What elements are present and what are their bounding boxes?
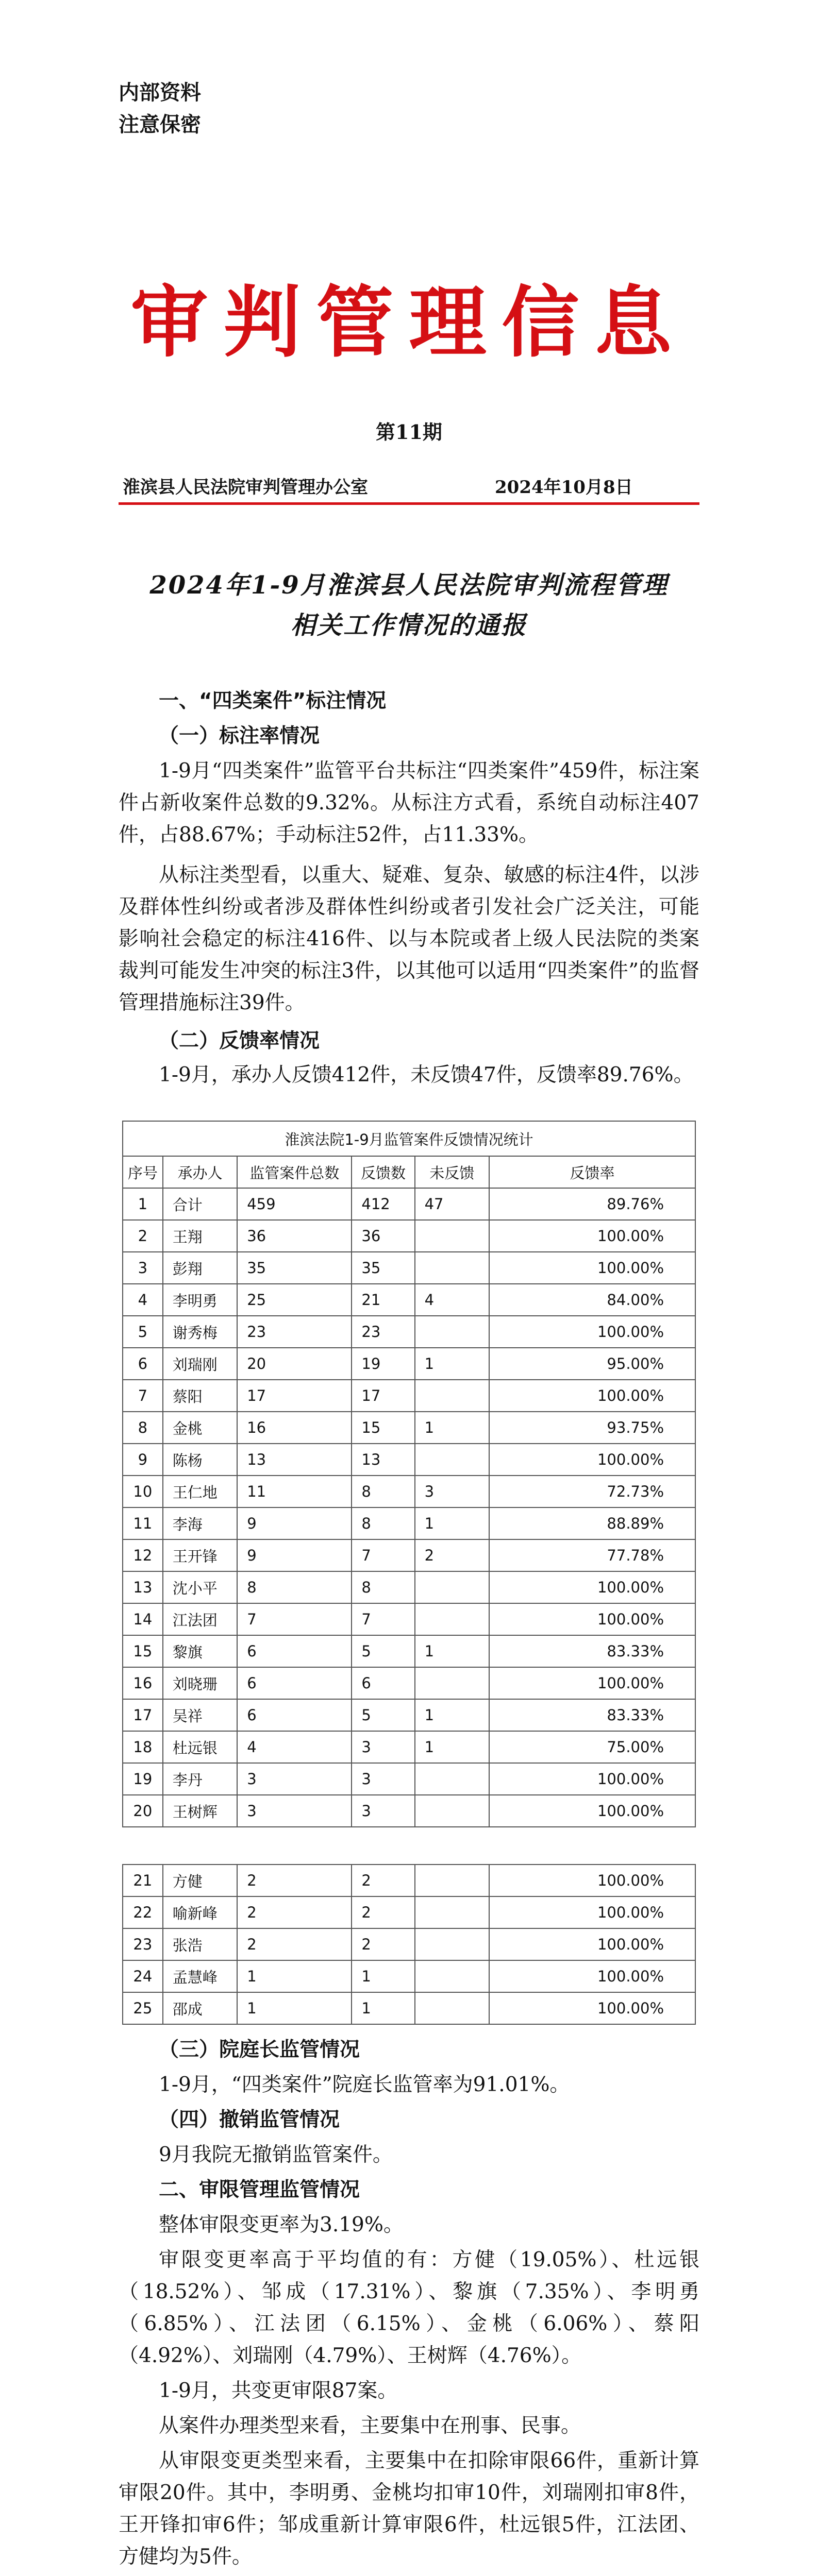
table-row <box>123 1795 695 1827</box>
table-cell <box>415 1380 489 1412</box>
table-row <box>123 1896 695 1928</box>
table-cell: 100.00% <box>489 1444 695 1476</box>
table-header-cell: 序号 <box>123 1156 163 1188</box>
table-cell: 2 <box>237 1928 352 1960</box>
table-cell <box>415 1571 489 1603</box>
table-cell: 95.00% <box>489 1348 695 1380</box>
table-row <box>123 1412 695 1444</box>
table-cell: 金桃 <box>163 1412 237 1444</box>
table-cell: 18 <box>123 1731 163 1763</box>
table-cell: 彭翔 <box>163 1252 237 1284</box>
table-cell: 喻新峰 <box>163 1896 237 1928</box>
table-cell: 杜远银 <box>163 1731 237 1763</box>
table-cell: 8 <box>352 1571 414 1603</box>
table-cell <box>415 1220 489 1252</box>
table-cell: 4 <box>415 1284 489 1316</box>
issuing-office: 淮滨县人民法院审判管理办公室 <box>123 477 368 498</box>
table-cell: 14 <box>123 1603 163 1635</box>
table-row <box>123 1928 695 1960</box>
table-row <box>123 1476 695 1507</box>
section-1-sub-3: （三）院庭长监管情况 <box>159 2038 360 2061</box>
table-cell: 8 <box>352 1476 414 1507</box>
table-cell <box>415 1444 489 1476</box>
table-cell: 2 <box>415 1539 489 1571</box>
table-cell: 7 <box>237 1603 352 1635</box>
table-cell: 王仁地 <box>163 1476 237 1507</box>
report-title-line-2: 相关工作情况的通报 <box>290 611 527 640</box>
table-cell: 100.00% <box>489 1220 695 1252</box>
table-cell: 3 <box>352 1763 414 1795</box>
table-cell: 83.33% <box>489 1699 695 1731</box>
table-cell: 100.00% <box>489 1667 695 1699</box>
table-cell: 5 <box>352 1699 414 1731</box>
table-cell: 89.76% <box>489 1188 695 1220</box>
table-cell: 17 <box>123 1699 163 1731</box>
table-cell <box>415 1763 489 1795</box>
table-cell: 7 <box>352 1539 414 1571</box>
table-cell: 李丹 <box>163 1763 237 1795</box>
feedback-table <box>122 1121 696 1827</box>
table-cell <box>415 1896 489 1928</box>
table-cell <box>415 1865 489 1896</box>
table-cell: 23 <box>237 1316 352 1348</box>
table-cell: 17 <box>237 1380 352 1412</box>
table-row <box>123 1539 695 1571</box>
table-row <box>123 1635 695 1667</box>
section-2-heading: 二、审限管理监管情况 <box>159 2178 360 2201</box>
section-1-para-1: 1-9月“四类案件”监管平台共标注“四类案件”459件，标注案件占新收案件总数的9.32%。从标注方式看，系统自动标注407件，占88.67%；手动标注52件，占11.33%。 <box>119 759 699 846</box>
table-cell: 13 <box>123 1571 163 1603</box>
table-cell: 100.00% <box>489 1316 695 1348</box>
table-cell: 黎旗 <box>163 1635 237 1667</box>
table-cell: 2 <box>352 1928 414 1960</box>
table-cell: 3 <box>415 1476 489 1507</box>
table-cell: 方健 <box>163 1865 237 1896</box>
table-cell: 3 <box>237 1795 352 1827</box>
table-row <box>123 1252 695 1284</box>
table-cell <box>415 1960 489 1992</box>
table-cell: 陈杨 <box>163 1444 237 1476</box>
table-cell: 100.00% <box>489 1928 695 1960</box>
table-cell: 7 <box>352 1603 414 1635</box>
table-row <box>123 1763 695 1795</box>
table-cell: 412 <box>352 1188 414 1220</box>
issue-number: 第11期 <box>376 420 442 444</box>
table-cell: 47 <box>415 1188 489 1220</box>
table-cell: 25 <box>123 1992 163 2024</box>
table-cell: 刘瑞刚 <box>163 1348 237 1380</box>
table-cell: 11 <box>123 1507 163 1539</box>
secret-label: 注意保密 <box>119 113 201 137</box>
table-cell: 19 <box>123 1763 163 1795</box>
red-divider <box>119 502 699 505</box>
table-cell: 1 <box>352 1992 414 2024</box>
table-cell: 7 <box>123 1380 163 1412</box>
table-cell: 王树辉 <box>163 1795 237 1827</box>
table-header-cell: 反馈率 <box>489 1156 695 1188</box>
table-cell: 1 <box>415 1635 489 1667</box>
table-cell: 王翔 <box>163 1220 237 1252</box>
table-row <box>123 1507 695 1539</box>
table-cell: 35 <box>237 1252 352 1284</box>
table-cell: 100.00% <box>489 1865 695 1896</box>
table-cell: 100.00% <box>489 1992 695 2024</box>
table-cell: 16 <box>123 1667 163 1699</box>
table-cell <box>415 1252 489 1284</box>
table-cell: 蔡阳 <box>163 1380 237 1412</box>
report-title-line-1: 2024年1-9月淮滨县人民法院审判流程管理 <box>149 571 669 600</box>
table-cell: 20 <box>123 1795 163 1827</box>
table-row <box>123 1667 695 1699</box>
table-cell <box>415 1928 489 1960</box>
table-cell <box>415 1992 489 2024</box>
table-cell: 93.75% <box>489 1412 695 1444</box>
table-cell: 沈小平 <box>163 1571 237 1603</box>
table-cell: 15 <box>352 1412 414 1444</box>
table-cell: 刘晓珊 <box>163 1667 237 1699</box>
table-cell: 9 <box>237 1507 352 1539</box>
masthead-title: 审判管理信息 <box>130 277 688 368</box>
section-1-sub-4: （四）撤销监管情况 <box>159 2108 340 2131</box>
table-cell: 23 <box>123 1928 163 1960</box>
table-cell: 100.00% <box>489 1795 695 1827</box>
table-cell: 24 <box>123 1960 163 1992</box>
table-cell: 21 <box>123 1865 163 1896</box>
table-cell: 100.00% <box>489 1571 695 1603</box>
table-cell: 王开锋 <box>163 1539 237 1571</box>
table-cell: 459 <box>237 1188 352 1220</box>
table-cell: 1 <box>237 1992 352 2024</box>
table-cell <box>415 1795 489 1827</box>
table-cell: 2 <box>237 1896 352 1928</box>
table-cell: 谢秀梅 <box>163 1316 237 1348</box>
section-1-para-5: 9月我院无撤销监管案件。 <box>159 2143 393 2166</box>
table-cell: 8 <box>352 1507 414 1539</box>
confidential-label: 内部资料 <box>119 81 201 105</box>
table-cell: 15 <box>123 1635 163 1667</box>
table-row <box>123 1220 695 1252</box>
table-cell: 21 <box>352 1284 414 1316</box>
section-2-para-4: 从案件办理类型来看，主要集中在刑事、民事。 <box>159 2414 581 2437</box>
table-cell: 100.00% <box>489 1252 695 1284</box>
table-row <box>123 1603 695 1635</box>
table-cell <box>415 1316 489 1348</box>
table-cell: 3 <box>123 1252 163 1284</box>
table-cell: 75.00% <box>489 1731 695 1763</box>
table-cell: 3 <box>352 1795 414 1827</box>
table-cell: 6 <box>237 1699 352 1731</box>
table-cell: 100.00% <box>489 1763 695 1795</box>
table-cell: 84.00% <box>489 1284 695 1316</box>
table-cell: 13 <box>237 1444 352 1476</box>
table-row <box>123 1444 695 1476</box>
table-row <box>123 1284 695 1316</box>
table-row <box>123 1865 695 1896</box>
table-cell: 2 <box>123 1220 163 1252</box>
table-cell: 22 <box>123 1896 163 1928</box>
table-cell: 6 <box>352 1667 414 1699</box>
table-cell: 1 <box>123 1188 163 1220</box>
table-row <box>123 1571 695 1603</box>
table-cell: 李明勇 <box>163 1284 237 1316</box>
section-2-para-3: 1-9月，共变更审限87案。 <box>159 2379 398 2402</box>
table-row <box>123 1380 695 1412</box>
table-row <box>123 1188 695 1220</box>
table-cell: 83.33% <box>489 1635 695 1667</box>
section-1-sub-1: （一）标注率情况 <box>159 724 320 748</box>
table-cell: 4 <box>123 1284 163 1316</box>
table-row <box>123 1699 695 1731</box>
table-cell: 1 <box>415 1412 489 1444</box>
table-cell: 23 <box>352 1316 414 1348</box>
section-1-para-4: 1-9月，“四类案件”院庭长监管率为91.01%。 <box>159 2073 570 2096</box>
table-cell <box>415 1603 489 1635</box>
table-header-cell: 承办人 <box>163 1156 237 1188</box>
table-cell: 13 <box>352 1444 414 1476</box>
table-row <box>123 1960 695 1992</box>
table-cell: 1 <box>415 1348 489 1380</box>
table-cell: 17 <box>352 1380 414 1412</box>
section-2-para-5: 从审限变更类型来看，主要集中在扣除审限66件，重新计算审限20件。其中，李明勇、金桃均扣审10件，刘瑞刚扣审8件，王开锋扣审6件；邹成重新计算审限6件，杜远银5件，江法团、方健均为5件。 <box>119 2449 699 2568</box>
section-1-para-2: 从标注类型看，以重大、疑难、复杂、敏感的标注4件，以涉及群体性纠纷或者涉及群体性纠纷或者引发社会广泛关注，可能影响社会稳定的标注416件、以与本院或者上级人民法院的类案裁判可能发生冲突的标注3件，以其他可以适用“四类案件”的监督管理措施标注39件。 <box>119 863 699 1014</box>
table-cell: 3 <box>237 1763 352 1795</box>
table-cell: 江法团 <box>163 1603 237 1635</box>
table-cell: 5 <box>123 1316 163 1348</box>
feedback-table-continued <box>122 1864 696 2025</box>
table-cell: 孟慧峰 <box>163 1960 237 1992</box>
table-cell: 72.73% <box>489 1476 695 1507</box>
table-cell: 6 <box>237 1635 352 1667</box>
table-cell: 35 <box>352 1252 414 1284</box>
table-cell: 8 <box>237 1571 352 1603</box>
section-1-sub-2: （二）反馈率情况 <box>159 1029 320 1053</box>
table-cell: 2 <box>352 1896 414 1928</box>
table-cell: 吴祥 <box>163 1699 237 1731</box>
table-cell: 8 <box>123 1412 163 1444</box>
table-cell: 10 <box>123 1476 163 1507</box>
table-cell: 合计 <box>163 1188 237 1220</box>
table-cell: 9 <box>123 1444 163 1476</box>
table-header-cell: 监管案件总数 <box>237 1156 352 1188</box>
table-cell: 12 <box>123 1539 163 1571</box>
issue-date: 2024年10月8日 <box>495 477 633 498</box>
table-cell: 77.78% <box>489 1539 695 1571</box>
section-1-heading: 一、“四类案件”标注情况 <box>159 689 387 713</box>
table-caption: 淮滨法院1-9月监管案件反馈情况统计 <box>123 1121 695 1156</box>
table-cell: 6 <box>123 1348 163 1380</box>
table-cell: 16 <box>237 1412 352 1444</box>
table-cell: 1 <box>415 1507 489 1539</box>
table-cell: 2 <box>237 1865 352 1896</box>
table-cell: 20 <box>237 1348 352 1380</box>
table-cell: 88.89% <box>489 1507 695 1539</box>
table-cell: 100.00% <box>489 1603 695 1635</box>
table-cell: 100.00% <box>489 1380 695 1412</box>
table-cell: 1 <box>415 1731 489 1763</box>
table-row <box>123 1731 695 1763</box>
table-cell: 1 <box>237 1960 352 1992</box>
table-row <box>123 1316 695 1348</box>
table-cell: 11 <box>237 1476 352 1507</box>
table-cell: 6 <box>237 1667 352 1699</box>
table-cell: 李海 <box>163 1507 237 1539</box>
table-header-cell: 反馈数 <box>352 1156 414 1188</box>
table-cell: 100.00% <box>489 1896 695 1928</box>
table-cell: 1 <box>415 1699 489 1731</box>
table-cell: 36 <box>237 1220 352 1252</box>
table-header-cell: 未反馈 <box>415 1156 489 1188</box>
table-row <box>123 1992 695 2024</box>
table-cell <box>415 1667 489 1699</box>
table-cell: 19 <box>352 1348 414 1380</box>
table-cell: 2 <box>352 1865 414 1896</box>
section-2-para-2: 审限变更率高于平均值的有：方健（19.05%）、杜远银（18.52%）、邹成（17.31%）、黎旗（7.35%）、李明勇（6.85%）、江法团（6.15%）、金桃（6.06%）、蔡阳（4.92%）、刘瑞刚（4.79%）、王树辉（4.76%）。 <box>119 2248 699 2367</box>
table-header-row <box>123 1156 695 1188</box>
table-row <box>123 1348 695 1380</box>
table-cell: 100.00% <box>489 1960 695 1992</box>
table-cell: 4 <box>237 1731 352 1763</box>
table-cell: 25 <box>237 1284 352 1316</box>
table-body <box>123 1188 695 1827</box>
table-cell: 5 <box>352 1635 414 1667</box>
table-cell: 3 <box>352 1731 414 1763</box>
table-cell: 邵成 <box>163 1992 237 2024</box>
table-cell: 36 <box>352 1220 414 1252</box>
section-1-para-3: 1-9月，承办人反馈412件，未反馈47件，反馈率89.76%。 <box>159 1063 694 1087</box>
table-body-continued <box>123 1865 695 2024</box>
table-cell: 张浩 <box>163 1928 237 1960</box>
table-cell: 1 <box>352 1960 414 1992</box>
table-cell: 9 <box>237 1539 352 1571</box>
section-2-para-1: 整体审限变更率为3.19%。 <box>159 2213 404 2236</box>
